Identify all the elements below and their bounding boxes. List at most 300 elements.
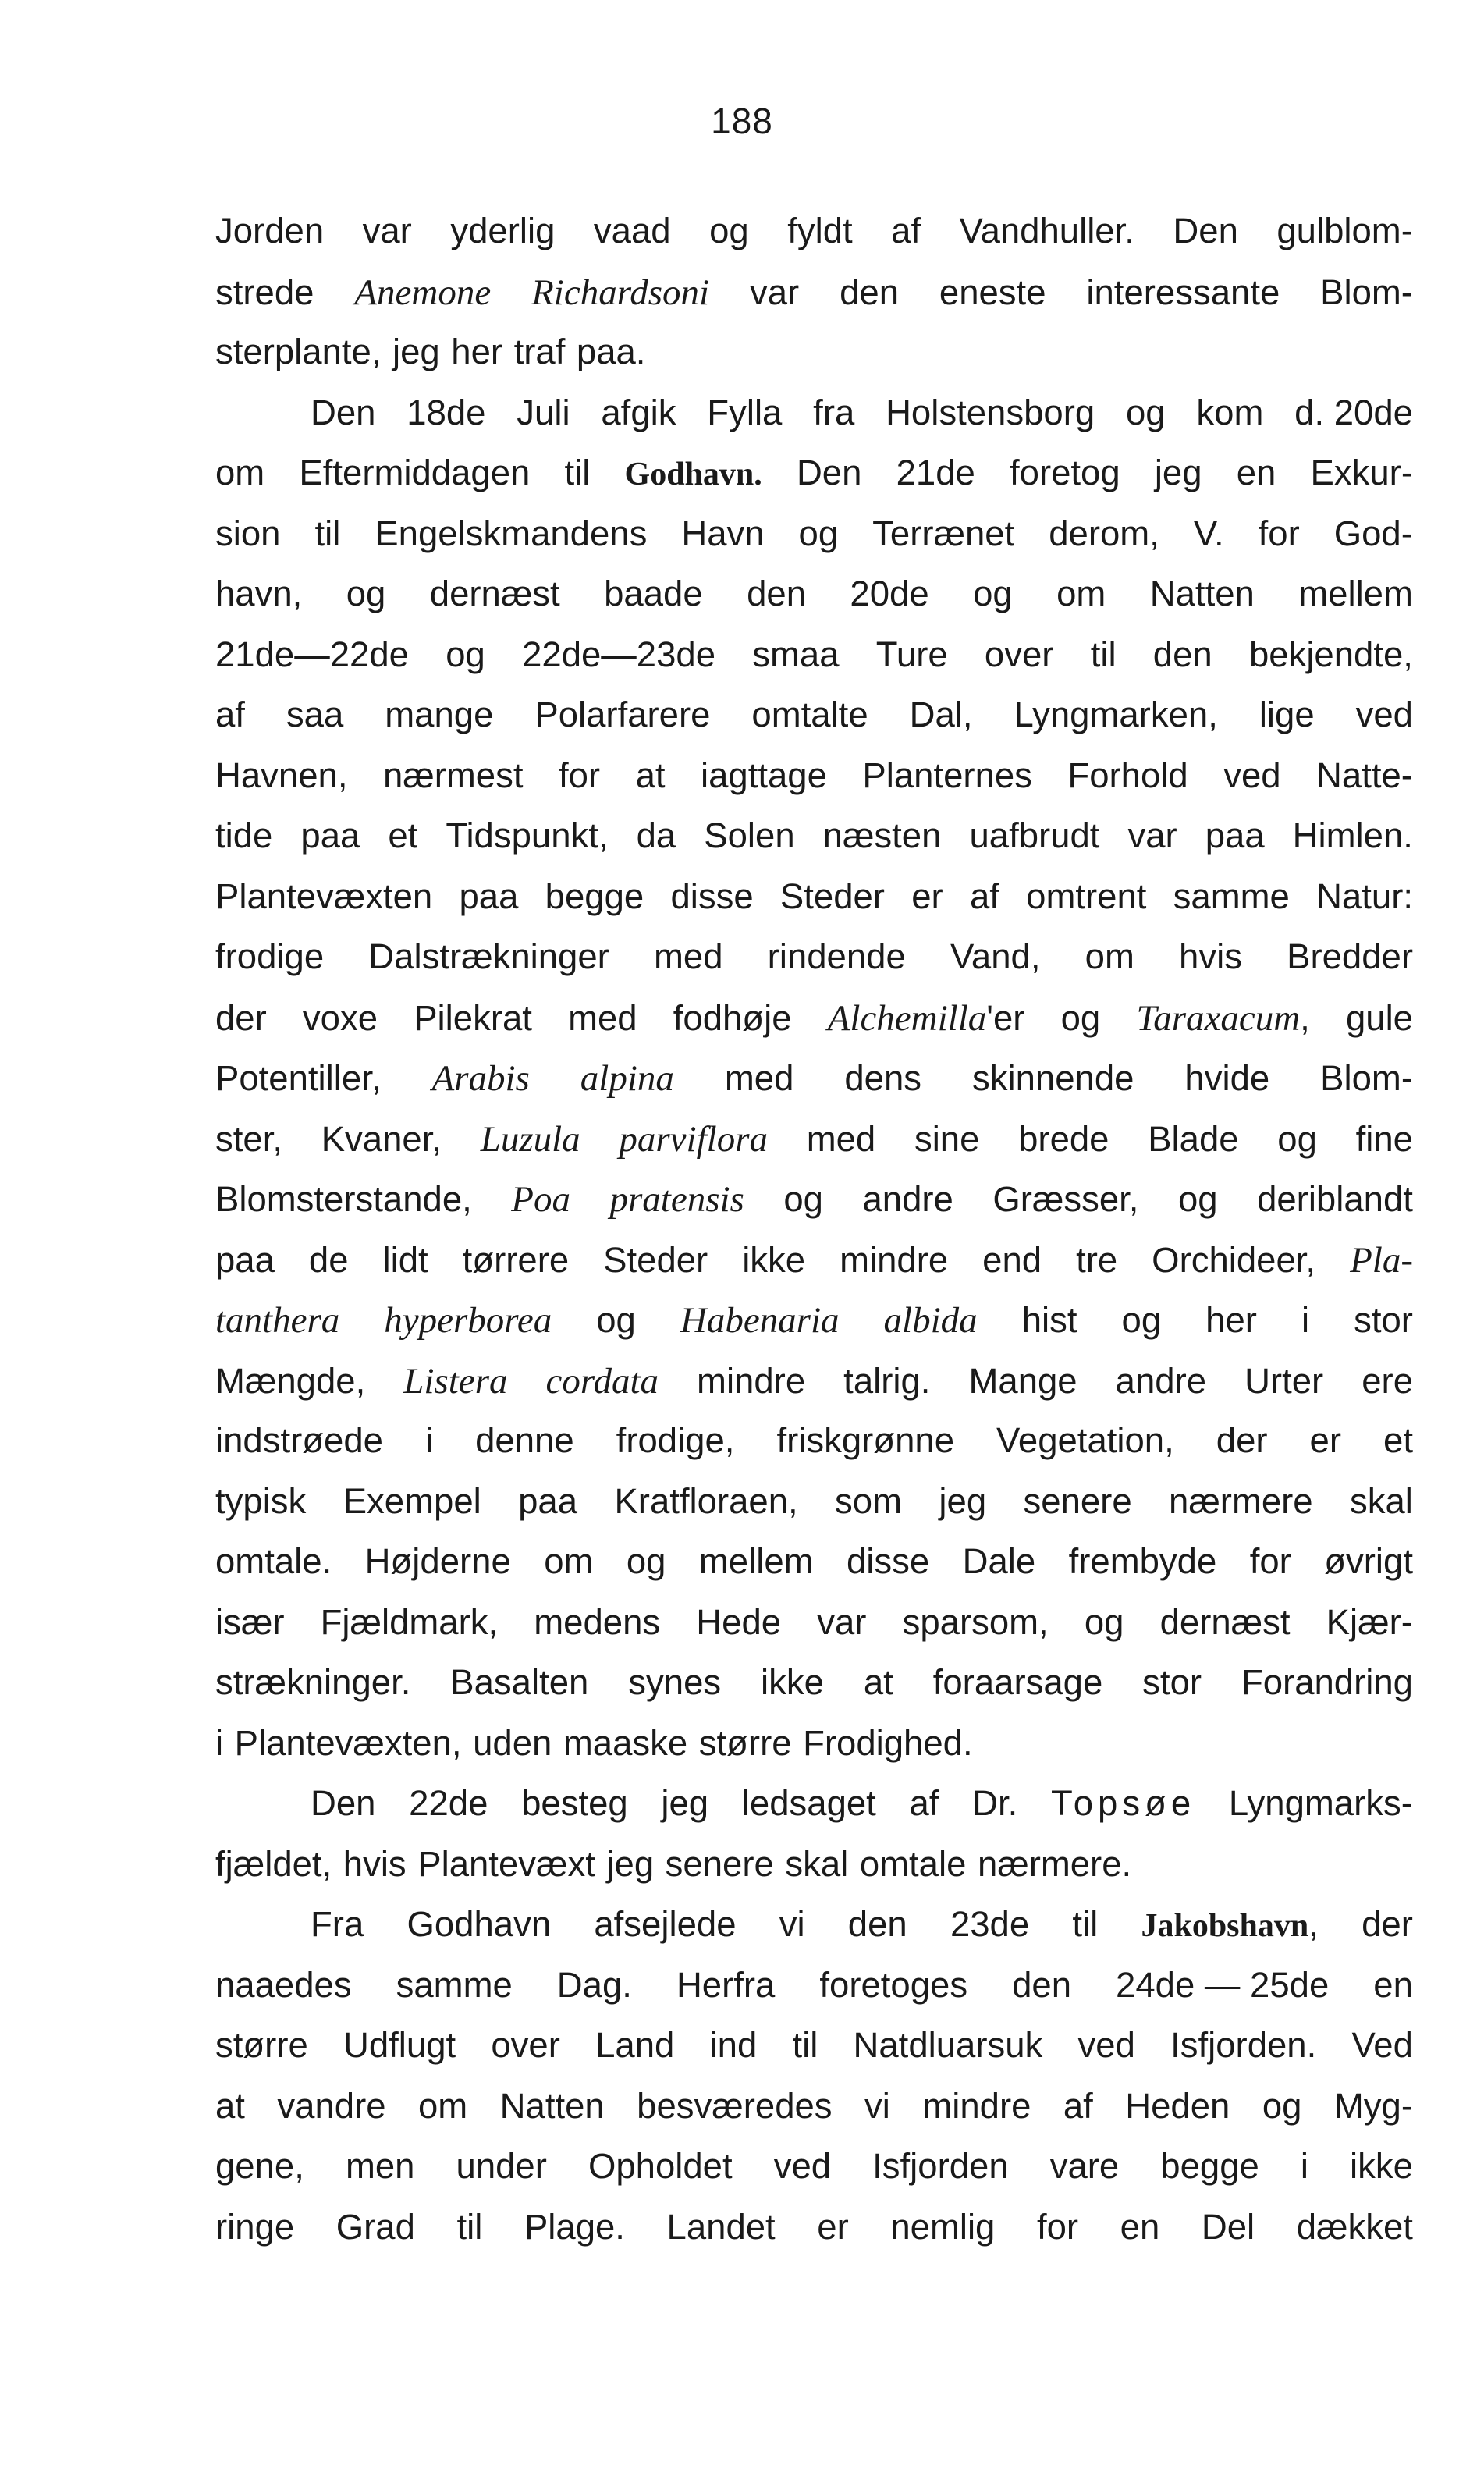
word: og bbox=[1277, 1118, 1317, 1159]
word: saa bbox=[286, 695, 344, 734]
word: paa bbox=[300, 815, 360, 855]
word: Natten bbox=[1149, 574, 1255, 613]
word: et bbox=[1383, 1420, 1413, 1460]
text-line bbox=[215, 1602, 1413, 1663]
word: vare bbox=[1049, 2146, 1120, 2186]
word: Godhavn bbox=[407, 1904, 552, 1944]
word: Fra bbox=[311, 1904, 364, 1944]
word: Exempel bbox=[343, 1480, 481, 1521]
word: Juli bbox=[517, 392, 570, 432]
word: hvis bbox=[1179, 936, 1242, 976]
word: Ture bbox=[875, 634, 948, 674]
word: til bbox=[456, 2206, 483, 2247]
word: andre bbox=[1115, 1360, 1207, 1401]
text-line bbox=[215, 2146, 1413, 2207]
word: større bbox=[215, 2025, 308, 2065]
word: for bbox=[1249, 1541, 1291, 1581]
word: paa. bbox=[576, 332, 646, 371]
text-line bbox=[215, 755, 1413, 816]
word: om bbox=[417, 2085, 468, 2126]
word: Plantevæxten bbox=[215, 876, 433, 916]
word: Fjældmark, bbox=[320, 1601, 499, 1642]
word: begge bbox=[1160, 2146, 1259, 2186]
word: Polarfarere bbox=[534, 695, 711, 734]
word: Dalstrækninger bbox=[368, 936, 609, 976]
word: Natur: bbox=[1316, 876, 1413, 916]
text-line bbox=[215, 1723, 1413, 1784]
word: stor bbox=[1142, 1662, 1202, 1702]
word: besværedes bbox=[637, 2085, 833, 2126]
word: disse bbox=[846, 1541, 930, 1581]
word: omtale. bbox=[215, 1541, 332, 1581]
word: Plantevæxt bbox=[417, 1843, 595, 1884]
word: som bbox=[835, 1480, 903, 1521]
text-line bbox=[215, 1239, 1413, 1300]
word: parviflora bbox=[619, 1118, 769, 1160]
word: Pla- bbox=[1350, 1239, 1413, 1281]
body-text bbox=[215, 211, 1413, 2267]
word: mindre bbox=[840, 1239, 949, 1280]
word: Kvaner, bbox=[321, 1118, 442, 1159]
word: Urter bbox=[1244, 1360, 1324, 1401]
word: Mange bbox=[968, 1360, 1077, 1401]
word: Land bbox=[595, 2025, 675, 2065]
text-line bbox=[215, 1481, 1413, 1542]
word: uden bbox=[473, 1722, 552, 1763]
word: medens bbox=[534, 1601, 661, 1642]
word: og bbox=[346, 574, 386, 613]
word: dernæst bbox=[429, 574, 560, 613]
word: større bbox=[698, 1722, 792, 1763]
word: dernæst bbox=[1159, 1601, 1291, 1642]
text-line bbox=[215, 1420, 1413, 1481]
word: skal bbox=[1350, 1480, 1413, 1521]
word: over bbox=[491, 2025, 560, 2065]
word: en bbox=[1236, 453, 1276, 492]
word: afsejlede bbox=[594, 1904, 737, 1944]
word: tide bbox=[215, 815, 273, 855]
word: et bbox=[388, 815, 418, 855]
word: paa bbox=[215, 1239, 275, 1280]
word: Taraxacum, bbox=[1136, 997, 1310, 1039]
text-line bbox=[215, 1541, 1413, 1602]
word: naaedes bbox=[215, 1964, 352, 2005]
word: vandre bbox=[277, 2085, 386, 2126]
word: Grad bbox=[335, 2206, 415, 2247]
word: foretoges bbox=[819, 1964, 968, 2005]
word: en bbox=[1373, 1964, 1413, 2005]
word: 24de — 25de bbox=[1116, 1964, 1330, 2005]
word: d. 20de bbox=[1294, 392, 1413, 432]
word: Potentiller, bbox=[215, 1058, 382, 1098]
word: en bbox=[1120, 2206, 1160, 2247]
word: indstrøede bbox=[215, 1420, 383, 1460]
word: yderlig bbox=[450, 211, 556, 250]
word: og bbox=[596, 1300, 636, 1340]
word: og bbox=[1121, 1300, 1162, 1340]
word: Vandhuller. bbox=[959, 211, 1134, 250]
word: Mængde, bbox=[215, 1360, 366, 1401]
word: deriblandt bbox=[1257, 1179, 1413, 1219]
word: der bbox=[215, 997, 267, 1038]
word: og bbox=[783, 1179, 823, 1219]
word: Kjær- bbox=[1326, 1601, 1413, 1642]
word: Anemone bbox=[354, 272, 492, 313]
word: og bbox=[973, 574, 1013, 613]
word: bekjendte, bbox=[1248, 634, 1413, 674]
word: gule bbox=[1345, 997, 1413, 1038]
word: stor bbox=[1354, 1300, 1413, 1340]
word: der bbox=[1216, 1420, 1268, 1460]
word: omtrent bbox=[1026, 876, 1147, 916]
word: hyperborea bbox=[384, 1300, 552, 1341]
word: Opholdet bbox=[588, 2146, 733, 2186]
word: fjældet, bbox=[215, 1843, 332, 1884]
word: samme bbox=[1173, 876, 1290, 916]
word: Herfra bbox=[676, 1964, 776, 2005]
word: Højderne bbox=[364, 1541, 511, 1581]
word: friskgrønne bbox=[776, 1420, 955, 1460]
word: Isfjorden. bbox=[1170, 2025, 1317, 2065]
text-line bbox=[215, 453, 1413, 513]
word: frembyde bbox=[1068, 1541, 1217, 1581]
word: tanthera bbox=[215, 1300, 340, 1341]
word: disse bbox=[670, 876, 754, 916]
word: baade bbox=[604, 574, 703, 613]
word: Græsser, bbox=[992, 1179, 1139, 1219]
word: mellem bbox=[1298, 574, 1413, 613]
word: den bbox=[1012, 1964, 1072, 2005]
word: og bbox=[1125, 392, 1166, 432]
word: paa bbox=[459, 876, 519, 916]
word: og bbox=[1084, 1601, 1124, 1642]
word: var bbox=[817, 1601, 867, 1642]
word: sion bbox=[215, 513, 281, 553]
word: Dr. bbox=[972, 1783, 1018, 1823]
word: hvide bbox=[1184, 1058, 1270, 1098]
text-line bbox=[215, 2025, 1413, 2086]
word: med bbox=[724, 1058, 794, 1098]
word: og bbox=[626, 1541, 666, 1581]
word: fodhøje bbox=[673, 997, 792, 1038]
word: senere bbox=[665, 1843, 774, 1884]
word: 22de bbox=[409, 1783, 488, 1823]
word: Landet bbox=[666, 2206, 776, 2247]
word: ringe bbox=[215, 2206, 295, 2247]
word: paa bbox=[1205, 815, 1265, 855]
word: dækket bbox=[1296, 2206, 1413, 2247]
word: den bbox=[840, 272, 900, 312]
word: Pilekrat bbox=[414, 997, 532, 1038]
word: af bbox=[909, 1783, 939, 1823]
word: ere bbox=[1362, 1360, 1413, 1401]
word: til bbox=[1072, 1904, 1099, 1944]
word: Den bbox=[311, 392, 376, 432]
word: lidt bbox=[382, 1239, 428, 1280]
word: hist bbox=[1021, 1300, 1077, 1340]
word: Heden bbox=[1125, 2085, 1230, 2126]
word: 21de—22de bbox=[215, 634, 409, 674]
word: for bbox=[1036, 2206, 1079, 2247]
word: ind bbox=[709, 2025, 758, 2065]
word: ster, bbox=[215, 1118, 282, 1159]
text-line bbox=[215, 997, 1413, 1058]
word: Bredder bbox=[1287, 936, 1413, 976]
text-line bbox=[215, 1057, 1413, 1118]
word: jeg bbox=[1154, 453, 1202, 492]
word: med bbox=[806, 1118, 876, 1159]
word: Del bbox=[1201, 2206, 1255, 2247]
word: Blade bbox=[1148, 1118, 1239, 1159]
word: sterplante, bbox=[215, 332, 382, 371]
word: nærmere bbox=[1169, 1480, 1313, 1521]
word: iagttage bbox=[701, 755, 827, 795]
text-line bbox=[215, 1360, 1413, 1421]
word: Plage. bbox=[524, 2206, 625, 2247]
word: strede bbox=[215, 272, 314, 312]
word: Dal, bbox=[909, 695, 973, 734]
word: under bbox=[456, 2146, 547, 2186]
word: samme bbox=[396, 1964, 513, 2005]
word: fra bbox=[813, 392, 855, 432]
word: var bbox=[1127, 815, 1177, 855]
word: ved bbox=[773, 2146, 832, 2186]
word: frodige bbox=[215, 936, 325, 976]
word: V. bbox=[1193, 513, 1224, 553]
word: omtalte bbox=[751, 695, 868, 734]
word: og bbox=[1262, 2085, 1302, 2126]
word: mindre bbox=[697, 1360, 806, 1401]
word: Lyngmarks- bbox=[1228, 1783, 1413, 1823]
text-line bbox=[215, 211, 1413, 272]
word: til bbox=[564, 453, 591, 492]
text-line bbox=[215, 634, 1413, 695]
word: Ved bbox=[1351, 2025, 1413, 2065]
text-line bbox=[215, 2207, 1413, 2268]
page-number: 188 bbox=[711, 101, 773, 141]
word: over bbox=[984, 634, 1054, 674]
word: var bbox=[362, 211, 412, 250]
word: Arabis bbox=[431, 1058, 530, 1099]
word: Isfjorden bbox=[872, 2146, 1009, 2186]
word: at bbox=[215, 2085, 245, 2126]
word: Planternes bbox=[862, 755, 1032, 795]
word: Exkur- bbox=[1310, 453, 1413, 492]
word: Natte- bbox=[1316, 755, 1413, 795]
text-line bbox=[215, 1965, 1413, 2026]
word: smaa bbox=[752, 634, 840, 674]
word: ikke bbox=[742, 1239, 806, 1280]
text-line bbox=[215, 393, 1413, 453]
word: typisk bbox=[215, 1480, 307, 1521]
word: afgik bbox=[601, 392, 676, 432]
word: rindende bbox=[767, 936, 906, 976]
word: fine bbox=[1355, 1118, 1413, 1159]
word: den bbox=[1152, 634, 1212, 674]
word: af bbox=[1063, 2085, 1093, 2126]
word: 22de—23de bbox=[522, 634, 716, 674]
word: at bbox=[863, 1662, 893, 1702]
word: Den bbox=[311, 1783, 376, 1823]
word: 21de bbox=[896, 453, 975, 492]
word: den bbox=[847, 1904, 907, 1944]
word: omtale bbox=[859, 1843, 967, 1884]
word: Natten bbox=[499, 2085, 605, 2126]
text-line bbox=[215, 695, 1413, 755]
text-line bbox=[215, 574, 1413, 634]
word: og bbox=[709, 211, 749, 250]
text-line bbox=[215, 1844, 1413, 1905]
word: pratensis bbox=[609, 1179, 744, 1220]
word: at bbox=[635, 755, 666, 795]
word: ledsaget bbox=[741, 1783, 876, 1823]
word: tørrere bbox=[462, 1239, 570, 1280]
word: ved bbox=[1355, 695, 1413, 734]
word: til bbox=[1090, 634, 1117, 674]
word: her bbox=[1205, 1300, 1257, 1340]
word: derom, bbox=[1049, 513, 1159, 553]
word: Steder bbox=[603, 1239, 708, 1280]
word: Blom- bbox=[1320, 272, 1413, 312]
word: mindre bbox=[922, 2085, 1031, 2126]
word: Basalten bbox=[450, 1662, 589, 1702]
word: talrig. bbox=[843, 1360, 931, 1401]
word: jeg bbox=[606, 1843, 655, 1884]
word: Den bbox=[796, 453, 862, 492]
word: øvrigt bbox=[1324, 1541, 1413, 1581]
text-line bbox=[215, 876, 1413, 937]
word: jeg bbox=[939, 1480, 987, 1521]
text-line bbox=[215, 1783, 1413, 1844]
word: Engelskmandens bbox=[375, 513, 648, 553]
word: om bbox=[1085, 936, 1134, 976]
word: Natdluarsuk bbox=[853, 2025, 1043, 2065]
word: Solen bbox=[704, 815, 795, 855]
word: Jakobshavn, bbox=[1141, 1904, 1319, 1944]
word: foretog bbox=[1010, 453, 1120, 492]
word: der bbox=[1362, 1904, 1413, 1944]
word: Himlen. bbox=[1292, 815, 1413, 855]
word: Frodighed. bbox=[803, 1722, 973, 1763]
word: interessante bbox=[1086, 272, 1280, 312]
text-line bbox=[215, 332, 1413, 393]
word: mange bbox=[385, 695, 494, 734]
word: voxe bbox=[302, 997, 378, 1038]
word: Vegetation, bbox=[996, 1420, 1174, 1460]
word: hvis bbox=[343, 1843, 407, 1884]
word: maaske bbox=[563, 1722, 688, 1763]
word: ikke bbox=[761, 1662, 824, 1702]
word: Listera bbox=[403, 1360, 508, 1402]
word: i bbox=[1300, 2146, 1308, 2186]
word: Topsøe bbox=[1051, 1783, 1196, 1823]
word: Dale bbox=[962, 1541, 1036, 1581]
word: Tidspunkt, bbox=[446, 815, 609, 855]
word: fyldt bbox=[787, 211, 853, 250]
word: om bbox=[215, 453, 265, 492]
word: er bbox=[911, 876, 943, 916]
word: Plantevæxten, bbox=[234, 1722, 462, 1763]
word: og bbox=[446, 634, 485, 674]
word: med bbox=[568, 997, 637, 1038]
word: nærmere. bbox=[977, 1843, 1132, 1884]
text-line bbox=[215, 1904, 1413, 1965]
word: Steder bbox=[779, 876, 885, 916]
word: 23de bbox=[950, 1904, 1030, 1944]
word: eneste bbox=[939, 272, 1046, 312]
word: i bbox=[1301, 1300, 1310, 1340]
word: tre bbox=[1076, 1239, 1118, 1280]
word: Kratfloraen, bbox=[614, 1480, 798, 1521]
word: de bbox=[308, 1239, 349, 1280]
word: Forhold bbox=[1067, 755, 1188, 795]
word: senere bbox=[1023, 1480, 1132, 1521]
word: for bbox=[558, 755, 601, 795]
text-line bbox=[215, 815, 1413, 876]
word: i bbox=[215, 1722, 224, 1763]
word: gene, bbox=[215, 2146, 304, 2186]
word: og bbox=[798, 513, 839, 553]
word: med bbox=[653, 936, 723, 976]
word: var bbox=[750, 272, 800, 312]
word: Luzula bbox=[480, 1118, 580, 1160]
word: 18de bbox=[407, 392, 486, 432]
word: Hede bbox=[696, 1601, 782, 1642]
word: traf bbox=[513, 332, 566, 371]
word: andre bbox=[862, 1179, 953, 1219]
word: synes bbox=[628, 1662, 722, 1702]
word: Havnen, bbox=[215, 755, 348, 795]
text-line bbox=[215, 936, 1413, 997]
word: Vand, bbox=[950, 936, 1041, 976]
word: Fylla bbox=[707, 392, 783, 432]
word: albida bbox=[883, 1300, 978, 1341]
word: skinnende bbox=[971, 1058, 1134, 1098]
word: gulblom- bbox=[1276, 211, 1413, 250]
word: Terrænet bbox=[872, 513, 1015, 553]
text-line bbox=[215, 1118, 1413, 1179]
word: men bbox=[345, 2146, 415, 2186]
word: ved bbox=[1077, 2025, 1135, 2065]
text-line bbox=[215, 1662, 1413, 1723]
word: God- bbox=[1333, 513, 1413, 553]
word: Udflugt bbox=[343, 2025, 456, 2065]
word: nærmest bbox=[382, 755, 524, 795]
word: sparsom, bbox=[902, 1601, 1049, 1642]
word: da bbox=[636, 815, 676, 855]
word: Godhavn. bbox=[624, 457, 762, 492]
word: 20de bbox=[850, 574, 929, 613]
word: denne bbox=[475, 1420, 574, 1460]
word: Dag. bbox=[556, 1964, 632, 2005]
word: alpina bbox=[580, 1058, 674, 1099]
word: end bbox=[982, 1239, 1042, 1280]
word: den bbox=[747, 574, 806, 613]
text-line bbox=[215, 1299, 1413, 1360]
word: Jorden bbox=[215, 211, 325, 250]
word: og bbox=[1177, 1179, 1218, 1219]
text-line bbox=[215, 1178, 1413, 1239]
word: Forandring bbox=[1241, 1662, 1413, 1702]
word: Poa bbox=[511, 1179, 570, 1220]
word: kom bbox=[1196, 392, 1264, 432]
word: ved bbox=[1223, 755, 1281, 795]
word: af bbox=[215, 695, 245, 734]
word: ikke bbox=[1350, 2146, 1413, 2186]
word: mellem bbox=[698, 1541, 814, 1581]
word: næsten bbox=[822, 815, 942, 855]
word: til bbox=[314, 513, 341, 553]
